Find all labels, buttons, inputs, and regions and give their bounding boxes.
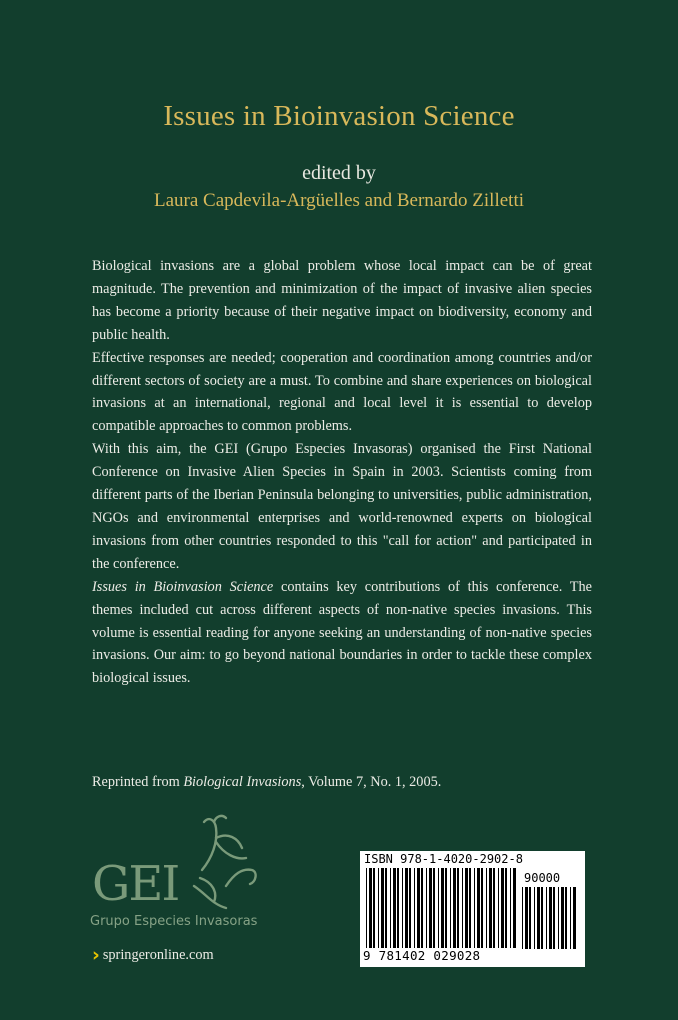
barcode-bar <box>453 868 456 948</box>
barcode-bar <box>534 887 535 949</box>
barcode-bar <box>546 887 547 949</box>
barcode-bar <box>505 868 507 948</box>
barcode-bar <box>469 868 471 948</box>
barcode-bar <box>549 887 552 949</box>
barcode-bar <box>477 868 480 948</box>
barcode-bar <box>553 887 555 949</box>
barcode-digits: 9 781402 029028 <box>363 948 481 963</box>
barcode-bar <box>481 868 483 948</box>
barcode-bars <box>366 868 516 950</box>
barcode-bar <box>405 868 408 948</box>
barcode-bar <box>409 868 411 948</box>
barcode-bar <box>373 868 375 948</box>
blurb-paragraph-1: Biological invasions are a global problem whose local impact can be of great magnitude. The prevention and minimization of the impact of invasive alien species has become a priority because of their negative impact on biodiversity, economy and public health. <box>92 258 592 343</box>
barcode-addon: 90000 <box>524 871 561 885</box>
barcode-bar <box>417 868 420 948</box>
barcode-bar <box>565 887 567 949</box>
barcode-bar <box>474 868 475 948</box>
barcode-bar <box>390 868 391 948</box>
barcode-bar <box>561 887 564 949</box>
website-link[interactable] <box>92 946 214 965</box>
barcode-bar <box>402 868 403 948</box>
barcode-bar <box>366 868 367 948</box>
barcode-bar <box>429 868 432 948</box>
barcode-bar <box>525 887 528 949</box>
reprint-prefix: Reprinted from <box>92 774 184 790</box>
blurb-text <box>92 255 592 690</box>
isbn-label: ISBN 978-1-4020-2902-8 <box>364 852 523 866</box>
barcode-bar <box>445 868 447 948</box>
blurb-paragraph-2: Effective responses are needed; cooperation and coordination among countries and/or different sectors of society are a must. To combine and share experiences on biological invasions at an international, regional and local level it is essential to develop compatible approaches to common problems. <box>92 349 592 435</box>
barcode <box>360 851 585 967</box>
barcode-bar <box>570 887 571 949</box>
barcode-bar <box>501 868 504 948</box>
editors-names: Laura Capdevila-Argüelles and Bernardo Zilletti <box>153 190 525 211</box>
website-url: springeronline.com <box>102 947 214 963</box>
reprint-journal: Biological Invasions <box>183 774 302 790</box>
blurb-paragraph-3: With this aim, the GEI (Grupo Especies Invasoras) organised the First National Conference on Invasive Alien Species in Spain in 2003. Scientists coming from different parts of the Iberian Peninsula belonging to universities, public administration, NGOs and environmental enterprises and world-renowned experts on biological invasions from other countries responded to this "call for action" and participated in the conference. <box>92 441 592 572</box>
gei-logo <box>88 812 263 932</box>
book-title: Issues in Bioinvasion Science <box>163 100 515 132</box>
barcode-bar <box>426 868 427 948</box>
barcode-bar <box>493 868 495 948</box>
barcode-bar <box>529 887 531 949</box>
blurb-paragraph-4-text: contains key contributions of this conference. The themes included cut across different aspects of non-native species invasions. This volume is essential reading for anyone seeking an understanding of non-native species invasions. Our aim: to go beyond national boundaries in order to tackle these complex biological issues. <box>92 578 592 687</box>
blurb-book-title: Issues in Bioinvasion Science <box>92 578 274 595</box>
barcode-bar <box>369 868 372 948</box>
barcode-bar <box>378 868 379 948</box>
barcode-bar <box>510 868 511 948</box>
barcode-bar <box>573 887 576 949</box>
barcode-bar <box>433 868 435 948</box>
barcode-bar <box>457 868 459 948</box>
barcode-bar <box>385 868 387 948</box>
barcode-bar <box>522 887 523 949</box>
barcode-bar <box>397 868 399 948</box>
barcode-addon-bars <box>522 887 578 959</box>
barcode-bar <box>450 868 451 948</box>
logo-caption: Grupo Especies Invasoras <box>90 914 258 929</box>
barcode-bar <box>498 868 499 948</box>
logo-letters: GEI <box>92 856 179 912</box>
barcode-bar <box>558 887 559 949</box>
chevron-right-icon: › <box>92 944 100 966</box>
barcode-bar <box>381 868 384 948</box>
barcode-bar <box>421 868 423 948</box>
reprint-note <box>92 774 612 791</box>
barcode-bar <box>462 868 463 948</box>
edited-by-label: edited by <box>302 162 376 184</box>
barcode-bar <box>489 868 492 948</box>
barcode-bar <box>537 887 540 949</box>
barcode-bar <box>393 868 396 948</box>
barcode-bar <box>414 868 415 948</box>
barcode-bar <box>465 868 468 948</box>
barcode-bar <box>513 868 516 948</box>
barcode-bar <box>438 868 439 948</box>
barcode-bar <box>441 868 444 948</box>
barcode-bar <box>541 887 543 949</box>
blurb-paragraph-4 <box>92 576 592 691</box>
reprint-suffix: , Volume 7, No. 1, 2005. <box>301 774 442 790</box>
barcode-bar <box>486 868 487 948</box>
